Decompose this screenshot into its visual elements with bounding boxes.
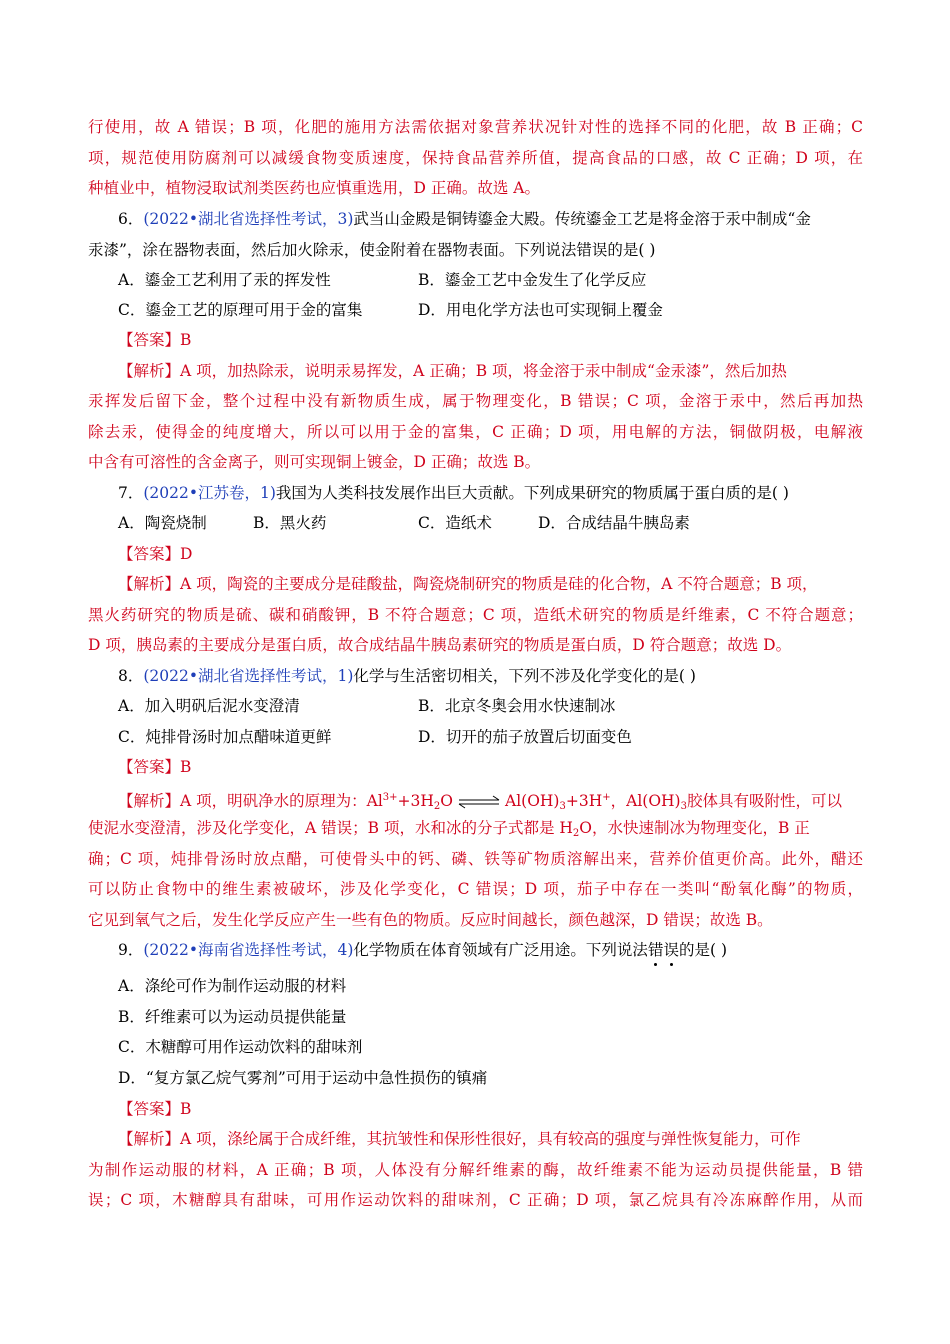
q8-water-sub: 2	[433, 801, 441, 812]
q6-analysis-line-4: 中含有可溶性的含金离子，则可实现铜上镀金，D 正确；故选 B。	[88, 453, 541, 471]
q8-option-a: A．加入明矾后泥水变澄清	[118, 697, 300, 715]
q9-analysis-line-1: 【解析】A 项，涤纶属于合成纤维，其抗皱性和保形性很好，具有较高的强度与弹性恢复能力，可作	[118, 1130, 801, 1148]
q8-analysis-2-sub: 2	[572, 828, 580, 839]
q8-analysis-2-suffix: O，水快速制冰为物理变化，B 正	[579, 819, 810, 837]
q9-option-a: A．涤纶可作为制作运动服的材料	[118, 977, 347, 995]
q7-answer: 【答案】D	[118, 545, 193, 563]
q8-analysis-prefix: 【解析】A 项，明矾净水的原理为：Al	[118, 792, 383, 810]
q8-analysis-line-5: 它见到氧气之后，发生化学反应产生一些有色的物质。反应时间越长，颜色越深，D 错误；故选 B。	[88, 911, 773, 929]
q8-water-o: O	[440, 792, 453, 810]
q6-analysis-line-2: 汞挥发后留下金，整个过程中没有新物质生成，属于物理变化，B 错误；C 项，金溶于汞中，然后再加热	[88, 392, 863, 410]
q9-stem-post: 的是( )	[678, 941, 727, 959]
q8-analysis-2-prefix: 使泥水变澄清，涉及化学变化，A 错误；B 项，水和冰的分子式都是 H	[88, 819, 573, 837]
q7-option-a: A．陶瓷烧制	[118, 514, 207, 532]
q8-option-c: C．炖排骨汤时加点醋味道更鲜	[118, 728, 332, 746]
q7-option-b: B．黑火药	[253, 514, 327, 532]
q9-stem-pre: 化学物质在体育领域有广泛用途。下列说法	[353, 941, 648, 959]
q8-h-plus: +3H	[565, 792, 603, 810]
equilibrium-arrow-icon	[457, 795, 501, 809]
q7-stem-line	[118, 483, 863, 503]
q7-number: 7．	[118, 484, 144, 502]
q8-colloid-sub: 3	[680, 801, 687, 812]
q8-source: (2022•湖北省选择性考试，1)	[143, 667, 354, 685]
q6-option-c: C．鎏金工艺的原理可用于金的富集	[118, 301, 363, 319]
q8-analysis-line-2	[88, 818, 863, 844]
q7-option-c: C．造纸术	[418, 514, 492, 532]
q8-analysis-line-4: 可以防止食物中的维生素被破坏，涉及化学变化，C 错误；D 项，茄子中存在一类叫“酚氧化酶”的物质，	[88, 880, 863, 898]
q6-source: (2022•湖北省选择性考试，3)	[143, 210, 354, 228]
q9-answer: 【答案】B	[118, 1100, 192, 1118]
q8-option-b: B．北京冬奥会用水快速制冰	[418, 697, 616, 715]
q9-emphasis-1: 错	[647, 941, 664, 959]
q8-water: +3H	[397, 792, 434, 810]
q8-answer: 【答案】B	[118, 758, 192, 776]
q5-analysis-line-3: 种植业中，植物浸取试剂类医药也应慎重选用，D 正确。故选 A。	[88, 179, 540, 197]
q8-stem-line	[118, 666, 863, 686]
q8-number: 8．	[118, 667, 144, 685]
q6-option-b: B．鎏金工艺中金发生了化学反应	[418, 271, 647, 289]
q9-stem-line	[118, 940, 863, 968]
q5-analysis-line-2: 项，规范使用防腐剂可以减缓食物变质速度，保持食品营养所值，提高食品的口感，故 C 正确；D 项，在	[88, 149, 863, 167]
q5-analysis-line-1: 行使用，故 A 错误；B 项，化肥的施用方法需依据对象营养状况针对性的选择不同的化肥，故 B 正确；C	[88, 118, 863, 136]
q7-stem-text: 我国为人类科技发展作出巨大贡献。下列成果研究的物质属于蛋白质的是( )	[275, 484, 789, 502]
q6-analysis-line-1: 【解析】A 项，加热除汞，说明汞易挥发，A 正确；B 项，将金溶于汞中制成“金汞漆”，然后加热	[118, 362, 787, 380]
q7-analysis-line-2: 黑火药研究的物质是硫、碳和硝酸钾，B 不符合题意；C 项，造纸术研究的物质是纤维素，C 不符合题意；	[88, 606, 863, 624]
q9-option-d: D．“复方氯乙烷气雾剂”可用于运动中急性损伤的镇痛	[118, 1069, 488, 1087]
q6-answer: 【答案】B	[118, 331, 192, 349]
q8-colloid: ，Al(OH)	[610, 792, 681, 810]
q6-number: 6．	[118, 210, 144, 228]
q9-source: (2022•海南省选择性考试，4)	[143, 941, 354, 959]
q8-analysis-suffix: 胶体具有吸附性，可以	[686, 792, 842, 810]
q6-stem-line-2: 汞漆”，涂在器物表面，然后加火除汞，使金附着在器物表面。下列说法错误的是( )	[88, 241, 656, 259]
q7-option-d: D．合成结晶牛胰岛素	[538, 514, 690, 532]
q7-analysis-line-1: 【解析】A 项，陶瓷的主要成分是硅酸盐，陶瓷烧制研究的物质是硅的化合物，A 不符合题意；B 项，	[118, 575, 818, 593]
q6-stem-line-1	[118, 209, 863, 229]
q8-product: Al(OH)	[505, 792, 560, 810]
q8-analysis-line-3: 确；C 项，炖排骨汤时放点醋，可使骨头中的钙、磷、铁等矿物质溶解出来，营养价值更价高。此外，醋还	[88, 850, 863, 868]
q9-emphasis-2: 误	[663, 941, 679, 959]
q6-option-d: D．用电化学方法也可实现铜上覆金	[418, 301, 663, 319]
q6-analysis-line-3: 除去汞，使得金的纯度增大，所以可以用于金的富集，C 正确；D 项，用电解的方法，铜做阴极，电解液	[88, 423, 863, 441]
q9-option-c: C．木糖醇可用作运动饮料的甜味剂	[118, 1038, 363, 1056]
q6-stem-text-1: 武当山金殿是铜铸鎏金大殿。传统鎏金工艺是将金溶于汞中制成“金	[353, 210, 811, 228]
q8-analysis-line-1	[118, 788, 863, 817]
q8-option-d: D．切开的茄子放置后切面变色	[418, 728, 632, 746]
q9-number: 9．	[118, 941, 144, 959]
q9-analysis-line-3: 误；C 项，木糖醇具有甜味，可用作运动饮料的甜味剂，C 正确；D 项，氯乙烷具有冷冻麻醉作用，从而	[88, 1191, 863, 1209]
q7-analysis-line-3: D 项，胰岛素的主要成分是蛋白质，故合成结晶牛胰岛素研究的物质是蛋白质，D 符合题意；故选 D。	[88, 636, 792, 654]
q8-stem-text: 化学与生活密切相关，下列不涉及化学变化的是( )	[353, 667, 696, 685]
q6-option-a: A．鎏金工艺利用了汞的挥发性	[118, 271, 331, 289]
q9-option-b: B．纤维素可以为运动员提供能量	[118, 1008, 347, 1026]
q8-al-charge: 3+	[382, 792, 398, 803]
q9-analysis-line-2: 为制作运动服的材料，A 正确；B 项，人体没有分解纤维素的酶，故纤维素不能为运动员提供能量，B 错	[88, 1161, 863, 1179]
q7-source: (2022•江苏卷，1)	[143, 484, 276, 502]
q8-h-charge: +	[602, 792, 611, 803]
q8-product-sub: 3	[559, 801, 566, 812]
